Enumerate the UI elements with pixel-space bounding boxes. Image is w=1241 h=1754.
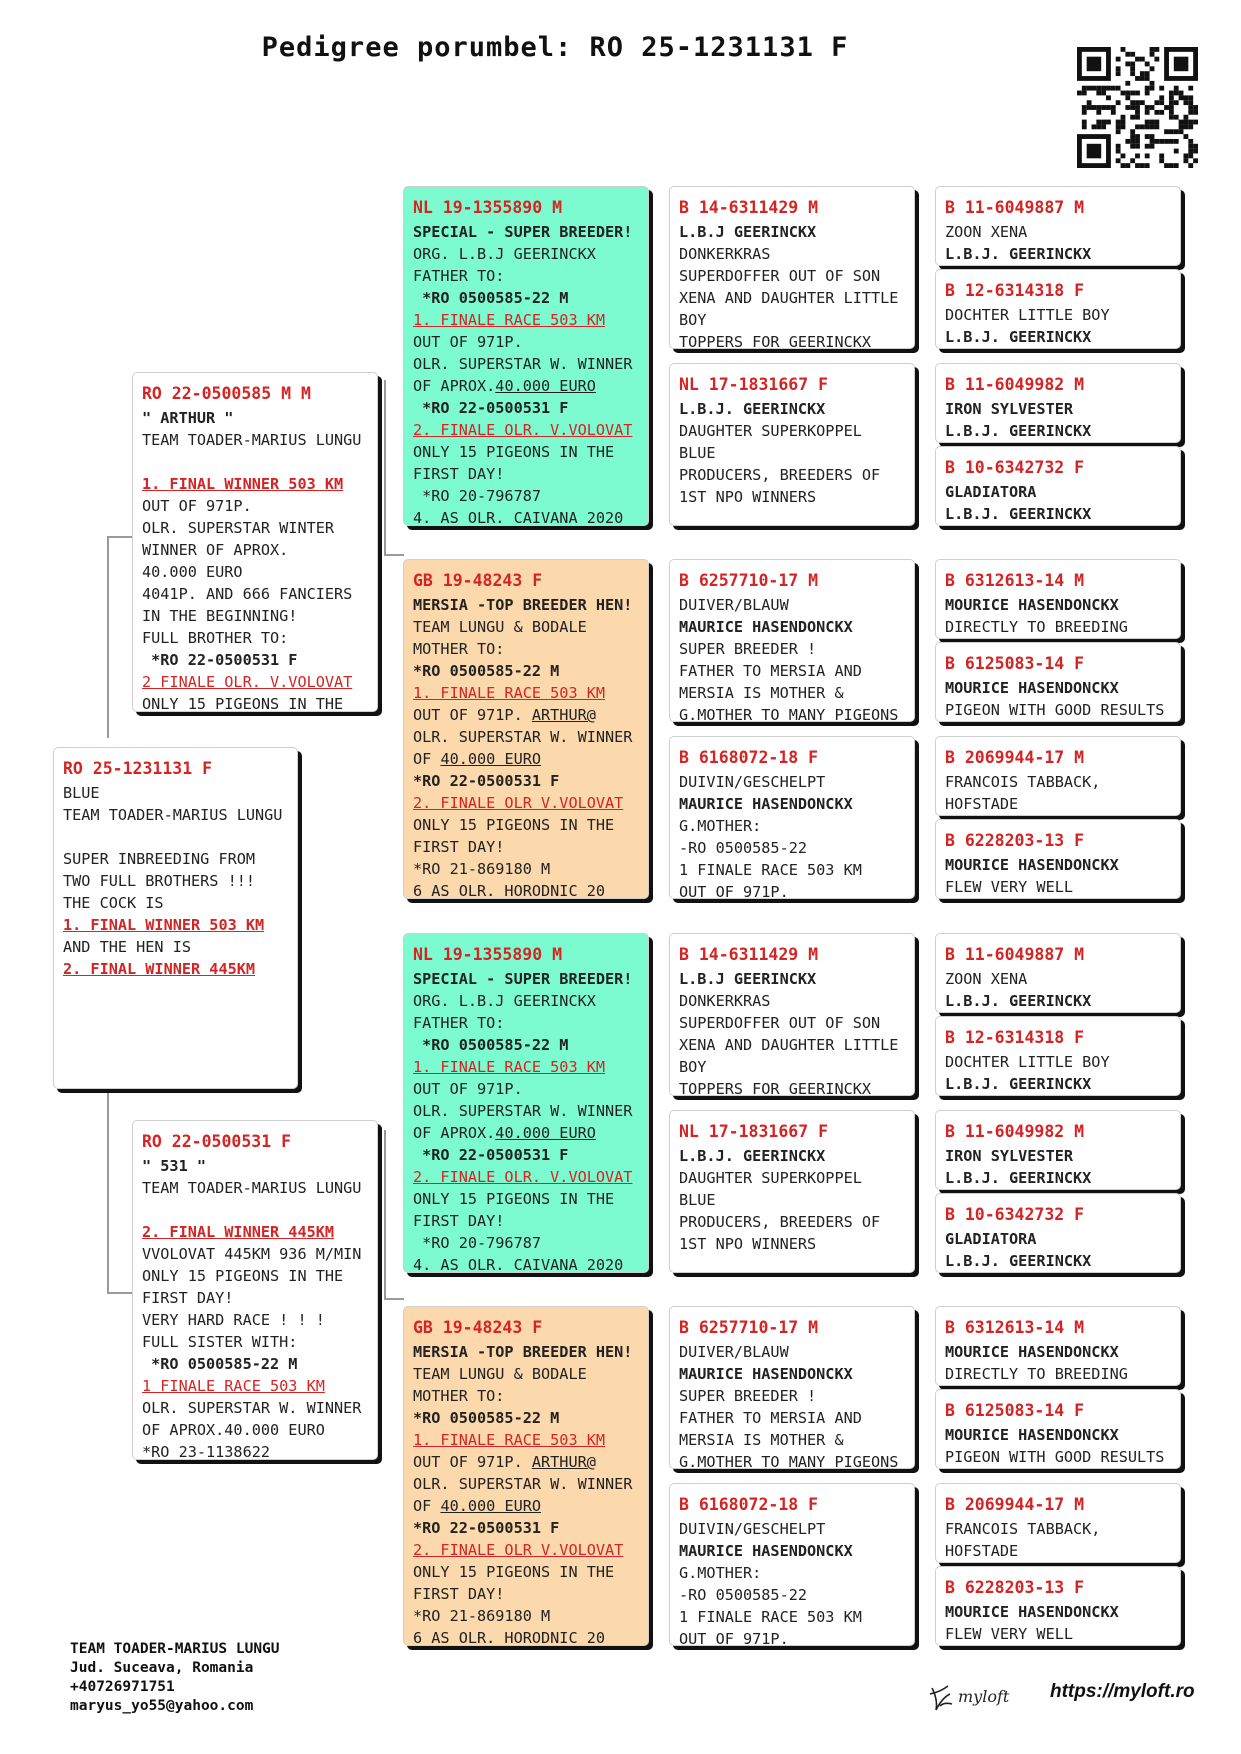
pedigree-line: IRON SYLVESTER [945,400,1074,418]
pedigree-card-subject [53,747,298,1089]
pedigree-card-grandsire-2 [403,933,649,1273]
pedigree-line: ORG. L.B.J GEERINCKX [413,992,596,1010]
pedigree-line: L.B.J. GEERINCKX [679,400,826,418]
pedigree-line: BLUE [679,1191,716,1209]
pedigree-line: *RO 22-0500531 F [142,651,298,669]
connector-line [107,1084,109,1294]
pedigree-card-gggen-4 [935,446,1181,526]
pedigree-line: ORG. L.B.J GEERINCKX [413,245,596,263]
pedigree-line: ONLY 15 PIGEONS IN THE [413,1190,615,1208]
pedigree-line-part: OUT OF 971P. [413,706,532,724]
pedigree-line: MAURICE HASENDONCKX [679,618,853,636]
pedigree-line: TEAM TOADER-MARIUS LUNGU [63,806,283,824]
pedigree-line: TEAM LUNGU & BODALE [413,1365,587,1383]
pedigree-line: DAUGHTER SUPERKOPPEL [679,422,862,440]
pedigree-line: OLR. SUPERSTAR WINTER [142,519,335,537]
pedigree-line: 2 FINALE OLR. V.VOLOVAT [142,673,353,691]
pedigree-card-gggen-6 [935,642,1181,722]
pedigree-line [413,748,639,770]
ring-number: B 12-6314318 F [945,1028,1085,1047]
pedigree-card-dam [132,1120,378,1460]
pedigree-line: OLR. SUPERSTAR W. WINNER [413,1475,633,1493]
pedigree-line-part: 40.000 EURO [440,1497,542,1515]
pedigree-line: 4. AS OLR. CAIVANA 2020 [413,1256,624,1273]
connector-line [107,536,109,738]
pedigree-line-part: 40.000 EURO [440,750,542,768]
pedigree-line: 2. FINALE OLR V.VOLOVAT [413,794,624,812]
pedigree-line: DUIVER/BLAUW [679,596,789,614]
ring-number: B 6228203-13 F [945,831,1085,850]
ring-number: B 6125083-14 F [945,1401,1085,1420]
pedigree-line: SUPER BREEDER ! [679,640,817,658]
pedigree-line: DAUGHTER SUPERKOPPEL [679,1169,862,1187]
pedigree-line: *RO 0500585-22 M [413,662,560,680]
pedigree-line: 4. AS OLR. CAIVANA 2020 [413,509,624,526]
pedigree-line: MOURICE HASENDONCKX [945,1426,1119,1444]
pedigree-line: " ARTHUR " [142,409,234,427]
pedigree-line: FULL SISTER WITH: [142,1333,298,1351]
pedigree-line: L.B.J. GEERINCKX [945,1252,1092,1270]
pedigree-line: ZOON XENA [945,970,1028,988]
pedigree-line: TEAM TOADER-MARIUS LUNGU [142,431,362,449]
connector-line [107,1292,134,1294]
pedigree-line: WINNER OF APROX. [142,541,289,559]
pedigree-line: FATHER TO MERSIA AND [679,1409,862,1427]
pedigree-line-part: ARTHUR@ [531,706,596,724]
pedigree-line: G.MOTHER: [679,1564,762,1582]
pedigree-line: 2. FINAL WINNER 445KM [142,1223,335,1241]
pedigree-line: OLR. SUPERSTAR W. WINNER [413,728,633,746]
pedigree-line: VERY HARD RACE ! ! ! [142,1311,325,1329]
pedigree-line: HOFSTADE [945,795,1019,813]
pedigree-line: 2. FINALE OLR. V.VOLOVAT [413,421,633,439]
pedigree-line: FIRST DAY! [413,838,505,856]
pedigree-card-gggen-13 [935,1306,1181,1386]
ring-number: B 11-6049982 M [945,1122,1085,1141]
pedigree-line: *RO 0500585-22 M [142,1355,298,1373]
logo-text: myloft [958,1687,1010,1706]
pedigree-line-part: OF APROX. [413,1124,496,1142]
pedigree-line: 1. FINALE RACE 503 KM [413,684,606,702]
ring-number: B 14-6311429 M [679,945,819,964]
pedigree-line: DUIVIN/GESCHELPT [679,773,826,791]
ring-number: B 6257710-17 M [679,571,819,590]
pedigree-line: TEAM TOADER-MARIUS LUNGU [142,1179,362,1197]
pedigree-line: DIRECTLY TO BREEDING [945,1365,1128,1383]
pedigree-card-ggsire-4 [669,1306,915,1469]
pedigree-card-ggsire-1 [669,186,915,349]
pedigree-line: PRODUCERS, BREEDERS OF [679,466,881,484]
pedigree-line: PRODUCERS, BREEDERS OF [679,1213,881,1231]
ring-number: B 6168072-18 F [679,1495,819,1514]
pedigree-line: MERSIA IS MOTHER & [679,1431,844,1449]
pedigree-line: VVOLOVAT 445KM 936 M/MIN [142,1245,362,1263]
pedigree-line: 2. FINAL WINNER 445KM [63,960,256,978]
pedigree-card-granddam-2 [403,1306,649,1646]
pedigree-line: DIRECTLY TO BREEDING [945,618,1128,636]
ring-number: NL 17-1831667 F [679,1122,829,1141]
pedigree-card-ggsire-3 [669,933,915,1096]
pedigree-line [142,451,368,473]
pedigree-line: FIRST DAY! [413,1585,505,1603]
pedigree-line: BOY [679,1058,707,1076]
pedigree-card-ggsire-2 [669,559,915,722]
ring-number: NL 19-1355890 M [413,198,563,217]
pedigree-line: SUPER BREEDER ! [679,1387,817,1405]
pedigree-line: SPECIAL - SUPER BREEDER! [413,970,633,988]
pedigree-line: HOFSTADE [945,1542,1019,1560]
ring-number: B 6168072-18 F [679,748,819,767]
pedigree-line: DONKERKRAS [679,992,771,1010]
pedigree-line: L.B.J. GEERINCKX [945,992,1092,1010]
pedigree-line: 1 FINALE RACE 503 KM [679,861,862,879]
ring-number: B 6125083-14 F [945,654,1085,673]
pedigree-line [413,375,639,397]
pedigree-line: FATHER TO: [413,1014,505,1032]
pedigree-line: MOURICE HASENDONCKX [945,679,1119,697]
pedigree-line: 2. FINALE OLR. V.VOLOVAT [413,1168,633,1186]
ring-number: RO 22-0500585 M M [142,384,311,403]
pedigree-card-gggen-3 [935,363,1181,443]
ring-number: RO 25-1231131 F [63,759,213,778]
connector-line [384,380,386,554]
pedigree-line: FLEW VERY WELL [945,878,1074,896]
pedigree-card-gggen-2 [935,269,1181,349]
ring-number: B 6312613-14 M [945,571,1085,590]
pedigree-line: OLR. SUPERSTAR W. WINNER [413,355,633,373]
pedigree-line: *RO 22-0500531 F [413,772,560,790]
pedigree-line-part: 40.000 EURO [495,377,596,395]
ring-number: B 11-6049982 M [945,375,1085,394]
pedigree-line: 1 FINALE RACE 503 KM [142,1377,325,1395]
ring-number: B 6257710-17 M [679,1318,819,1337]
pedigree-line: L.B.J GEERINCKX [679,223,817,241]
pedigree-line: *RO 21-869180 M [413,1607,551,1625]
page-title: Pedigree porumbel: RO 25-1231131 F [261,32,849,63]
pedigree-card-grandsire-1 [403,186,649,526]
pedigree-line: OUT OF 971P. [679,883,789,899]
pedigree-line: *RO 20-796787 [413,1234,542,1252]
ring-number: B 6228203-13 F [945,1578,1085,1597]
pedigree-line: G.MOTHER TO MANY PIGEONS [679,706,899,722]
pedigree-line: XENA AND DAUGHTER LITTLE [679,289,899,307]
pedigree-line: BLUE [679,444,716,462]
pedigree-line: SUPER INBREEDING FROM [63,850,256,868]
pedigree-line: -RO 0500585-22 [679,839,808,857]
pedigree-line: L.B.J GEERINCKX [679,970,817,988]
ring-number: RO 22-0500531 F [142,1132,292,1151]
pedigree-line: IRON SYLVESTER [945,1147,1074,1165]
pedigree-card-ggdam-1 [669,363,915,526]
pedigree-line: G.MOTHER TO MANY PIGEONS [679,1453,899,1469]
pedigree-line: ONLY 15 PIGEONS IN THE [413,816,615,834]
pedigree-line: MAURICE HASENDONCKX [679,1365,853,1383]
pedigree-line: FIRST DAY! [142,1289,234,1307]
ring-number: B 10-6342732 F [945,1205,1085,1224]
pedigree-card-gggen-7 [935,736,1181,816]
pedigree-line: GLADIATORA [945,1230,1037,1248]
pedigree-line: OLR. SUPERSTAR W. WINNER [413,1102,633,1120]
pedigree-line: SUPERDOFFER OUT OF SON [679,267,881,285]
pedigree-line: 1. FINAL WINNER 503 KM [142,475,344,493]
website-link[interactable]: https://myloft.ro [1050,1681,1195,1702]
pedigree-line: 4041P. AND 666 FANCIERS [142,585,353,603]
pedigree-line [413,1122,639,1144]
pedigree-line: ZOON XENA [945,223,1028,241]
pedigree-line: FULL BROTHER TO: [142,629,289,647]
pedigree-line [142,1199,368,1221]
pedigree-line: FATHER TO MERSIA AND [679,662,862,680]
pedigree-line: 1 FINALE RACE 503 KM [679,1608,862,1626]
pedigree-card-gggen-11 [935,1110,1181,1190]
pedigree-line: 6 AS OLR. HORODNIC 20 [413,882,606,899]
myloft-logo-icon [926,1678,1036,1714]
owner-phone: +40726971751 [70,1679,175,1695]
pedigree-line: 1. FINALE RACE 503 KM [413,311,606,329]
pedigree-card-gggen-5 [935,559,1181,639]
pedigree-line: TOPPERS FOR GEERINCKX [679,1080,872,1096]
pedigree-line: GLADIATORA [945,483,1037,501]
pedigree-line: FLEW VERY WELL [945,1625,1074,1643]
pedigree-line: ONLY 15 PIGEONS IN THE [142,1267,344,1285]
pedigree-line: THE COCK IS [63,894,164,912]
pedigree-line-part: OUT OF 971P. [413,1453,532,1471]
pedigree-line: DOCHTER LITTLE BOY [945,306,1110,324]
pedigree-line: PIGEON WITH GOOD RESULTS [945,1448,1165,1466]
pedigree-line: SPECIAL - SUPER BREEDER! [413,223,633,241]
ring-number: B 2069944-17 M [945,1495,1085,1514]
pedigree-card-ggdam-3 [669,1110,915,1273]
connector-line [384,1130,386,1300]
pedigree-line: L.B.J. GEERINCKX [679,1147,826,1165]
owner-contact [70,1640,280,1716]
pedigree-card-ggdam-2 [669,736,915,899]
pedigree-card-granddam-1 [403,559,649,899]
connector-line [384,554,404,556]
pedigree-line: FATHER TO: [413,267,505,285]
pedigree-line: FIRST DAY! [413,465,505,483]
ring-number: B 11-6049887 M [945,945,1085,964]
pedigree-line: TEAM LUNGU & BODALE [413,618,587,636]
pedigree-line: IN THE BEGINNING! [142,607,298,625]
pedigree-line: MOURICE HASENDONCKX [945,1343,1119,1361]
pedigree-line: 1ST NPO WINNERS [679,1235,817,1253]
pedigree-line: FRANCOIS TABBACK, [945,773,1101,791]
pedigree-line: 6 AS OLR. HORODNIC 20 [413,1629,606,1646]
pedigree-line-part: ARTHUR@ [531,1453,596,1471]
pedigree-line: FIRST DAY! [413,1212,505,1230]
pedigree-line: MOURICE HASENDONCKX [945,856,1119,874]
pedigree-card-ggdam-4 [669,1483,915,1646]
pedigree-line: L.B.J. GEERINCKX [945,505,1092,523]
ring-number: B 12-6314318 F [945,281,1085,300]
pedigree-card-sire [132,372,378,712]
pedigree-line: *RO 22-0500531 F [413,1146,569,1164]
pedigree-line: 40.000 EURO [142,563,243,581]
pedigree-card-gggen-1 [935,186,1181,266]
pedigree-line: DOCHTER LITTLE BOY [945,1053,1110,1071]
pedigree-line: L.B.J. GEERINCKX [945,328,1092,346]
pedigree-line: AND THE HEN IS [63,938,192,956]
pedigree-line: FRANCOIS TABBACK, [945,1520,1101,1538]
pedigree-line: -RO 0500585-22 [679,1586,808,1604]
pedigree-line: ONLY 15 PIGEONS IN THE [142,695,344,712]
pedigree-line [413,1451,639,1473]
pedigree-line: " 531 " [142,1157,207,1175]
owner-email: maryus_yo55@yahoo.com [70,1698,254,1714]
pedigree-line: XENA AND DAUGHTER LITTLE [679,1036,899,1054]
pedigree-card-gggen-10 [935,1016,1181,1096]
pedigree-card-gggen-8 [935,819,1181,899]
pedigree-card-gggen-9 [935,933,1181,1013]
pedigree-line: 1. FINALE RACE 503 KM [413,1058,606,1076]
ring-number: GB 19-48243 F [413,1318,543,1337]
ring-number: B 2069944-17 M [945,748,1085,767]
pedigree-line: L.B.J. GEERINCKX [945,1075,1092,1093]
pedigree-line [413,704,639,726]
pedigree-line: OF APROX.40.000 EURO [142,1421,325,1439]
pedigree-line: MOTHER TO: [413,1387,505,1405]
pedigree-card-gggen-15 [935,1483,1181,1563]
pedigree-line-part: 40.000 EURO [495,1124,596,1142]
pedigree-line: 2. FINALE OLR V.VOLOVAT [413,1541,624,1559]
pedigree-line: BOY [679,311,707,329]
ring-number: B 11-6049887 M [945,198,1085,217]
pedigree-line [63,826,288,848]
pedigree-line: OUT OF 971P. [679,1630,789,1646]
pedigree-line: MAURICE HASENDONCKX [679,1542,853,1560]
pedigree-line: MOTHER TO: [413,640,505,658]
qr-code-icon [1077,47,1198,168]
pedigree-line: L.B.J. GEERINCKX [945,1169,1092,1187]
pedigree-line: MERSIA IS MOTHER & [679,684,844,702]
pedigree-line: L.B.J. GEERINCKX [945,422,1092,440]
owner-name: TEAM TOADER-MARIUS LUNGU [70,1641,280,1657]
pedigree-card-gggen-16 [935,1566,1181,1646]
connector-line [384,1298,404,1300]
pedigree-line: OUT OF 971P. [413,1080,523,1098]
ring-number: NL 19-1355890 M [413,945,563,964]
pedigree-line: MAURICE HASENDONCKX [679,795,853,813]
pedigree-line-part: OF [413,1497,441,1515]
pedigree-card-gggen-12 [935,1193,1181,1273]
pedigree-card-gggen-14 [935,1389,1181,1469]
ring-number: B 10-6342732 F [945,458,1085,477]
pedigree-line: 1. FINAL WINNER 503 KM [63,916,265,934]
pedigree-line: MERSIA -TOP BREEDER HEN! [413,596,633,614]
pedigree-line: *RO 22-0500531 F [413,1519,560,1537]
pedigree-line: 1. FINALE RACE 503 KM [413,1431,606,1449]
pedigree-line: ONLY 15 PIGEONS IN THE [413,443,615,461]
pedigree-line: OUT OF 971P. [413,333,523,351]
pedigree-line: OLR. SUPERSTAR W. WINNER [142,1399,362,1417]
pedigree-line: 1ST NPO WINNERS [679,488,817,506]
ring-number: NL 17-1831667 F [679,375,829,394]
pedigree-line: BLUE [63,784,100,802]
pedigree-line: DUIVIN/GESCHELPT [679,1520,826,1538]
pedigree-line: TOPPERS FOR GEERINCKX [679,333,872,349]
pedigree-line: L.B.J. GEERINCKX [945,245,1092,263]
ring-number: GB 19-48243 F [413,571,543,590]
pedigree-line: SUPERDOFFER OUT OF SON [679,1014,881,1032]
pedigree-line [413,1495,639,1517]
connector-line [107,536,134,538]
pedigree-line: *RO 20-796787 [413,487,542,505]
pedigree-line: DONKERKRAS [679,245,771,263]
ring-number: B 6312613-14 M [945,1318,1085,1337]
pedigree-line: ONLY 15 PIGEONS IN THE [413,1563,615,1581]
pedigree-line: MERSIA -TOP BREEDER HEN! [413,1343,633,1361]
pedigree-line: *RO 23-1138622 [142,1443,271,1460]
pedigree-line: DUIVER/BLAUW [679,1343,789,1361]
owner-location: Jud. Suceava, Romania [70,1660,254,1676]
pedigree-line: MOURICE HASENDONCKX [945,596,1119,614]
pedigree-line-part: OF APROX. [413,377,496,395]
pedigree-line: G.MOTHER: [679,817,762,835]
pedigree-line: *RO 0500585-22 M [413,1036,569,1054]
pedigree-line-part: OF [413,750,441,768]
pedigree-line: *RO 22-0500531 F [413,399,569,417]
pedigree-line: OUT OF 971P. [142,497,252,515]
pedigree-line: *RO 0500585-22 M [413,289,569,307]
pedigree-line: TWO FULL BROTHERS !!! [63,872,256,890]
pedigree-line: MOURICE HASENDONCKX [945,1603,1119,1621]
ring-number: B 14-6311429 M [679,198,819,217]
pedigree-line: *RO 21-869180 M [413,860,551,878]
pedigree-line: *RO 0500585-22 M [413,1409,560,1427]
pedigree-line: PIGEON WITH GOOD RESULTS [945,701,1165,719]
